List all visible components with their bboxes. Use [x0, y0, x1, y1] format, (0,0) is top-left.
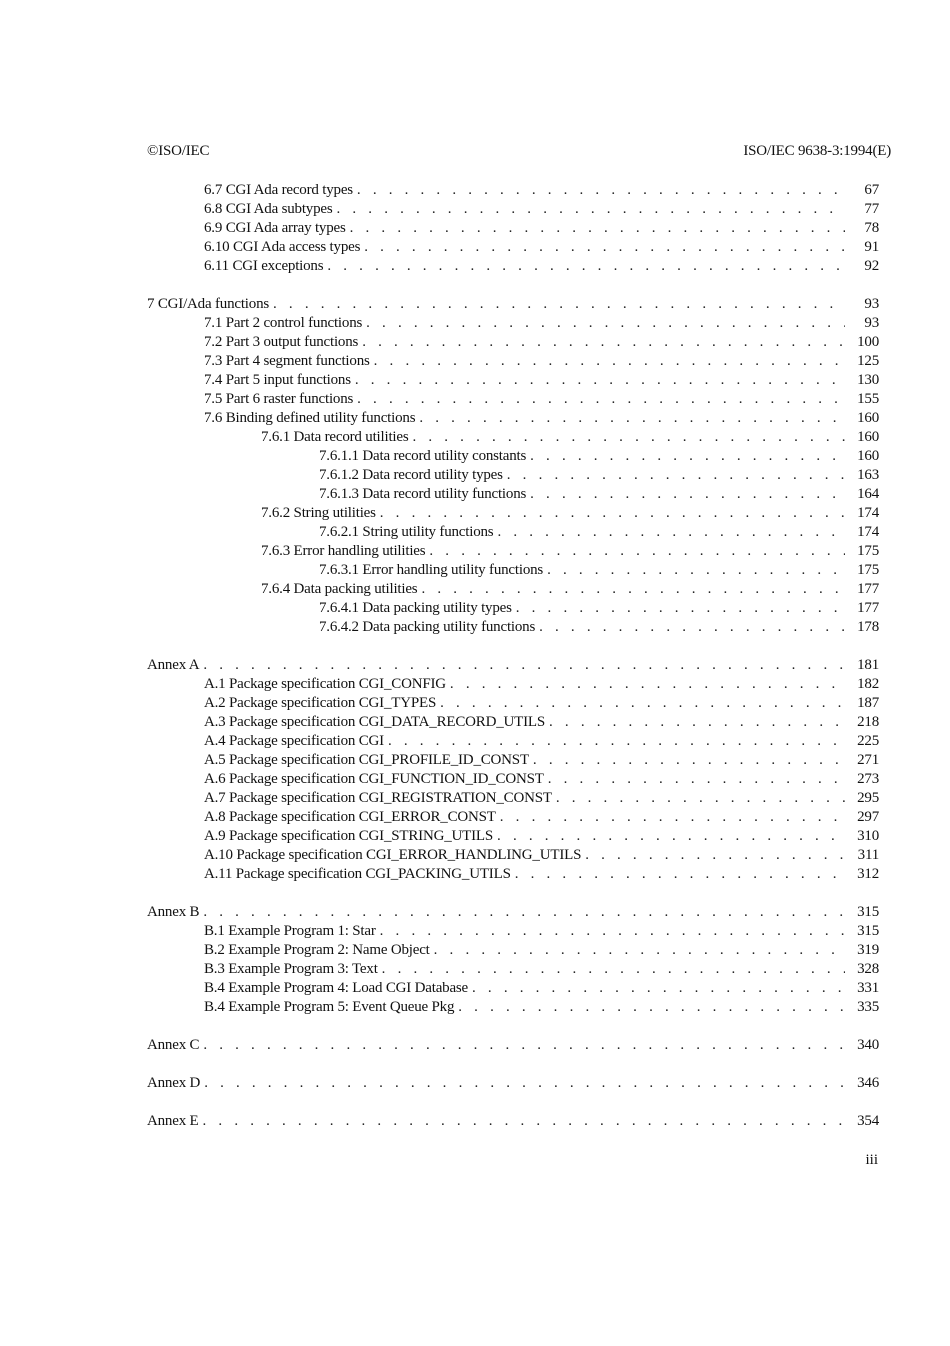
toc-entry-page: 78	[864, 220, 879, 236]
toc-entry[interactable]	[147, 1112, 879, 1131]
toc-entry[interactable]	[147, 580, 879, 599]
toc-entry-page: 297	[857, 809, 879, 825]
leader-dots	[362, 333, 845, 352]
leader-dots	[539, 618, 845, 637]
leader-dots	[440, 694, 845, 713]
toc-entry-title: A.7 Package specification CGI_REGISTRATION_CONST	[204, 790, 552, 806]
toc-entry-title: A.5 Package specification CGI_PROFILE_ID_CONST	[204, 752, 529, 768]
leader-dots	[374, 352, 845, 371]
toc-entry-page: 130	[857, 372, 879, 388]
toc-entry-title: B.4 Example Program 5: Event Queue Pkg	[204, 999, 455, 1015]
toc-entry-page: 178	[857, 619, 879, 635]
leader-dots	[434, 941, 845, 960]
leader-dots	[472, 979, 845, 998]
toc-entry-page: 92	[864, 258, 879, 274]
toc-entry[interactable]	[147, 352, 879, 371]
toc-entry-title: 7 CGI/Ada functions	[147, 296, 270, 312]
toc-entry[interactable]	[147, 466, 879, 485]
leader-dots	[273, 295, 845, 314]
toc-entry[interactable]	[147, 732, 879, 751]
toc-entry[interactable]	[147, 846, 879, 865]
toc-entry[interactable]	[147, 523, 879, 542]
leader-dots	[355, 371, 845, 390]
toc-entry-title: 6.8 CGI Ada subtypes	[204, 201, 333, 217]
toc-entry-title: 7.4 Part 5 input functions	[204, 372, 351, 388]
toc-entry-page: 174	[857, 524, 879, 540]
toc-entry-page: 160	[857, 448, 879, 464]
toc-entry-page: 315	[857, 904, 879, 920]
toc-entry[interactable]	[147, 390, 879, 409]
toc-entry-page: 160	[857, 429, 879, 445]
toc-entry-page: 310	[857, 828, 879, 844]
leader-dots	[421, 580, 845, 599]
leader-dots	[507, 466, 845, 485]
toc-entry-page: 331	[857, 980, 879, 996]
leader-dots	[530, 447, 845, 466]
toc-entry-page: 315	[857, 923, 879, 939]
leader-dots	[549, 713, 845, 732]
leader-dots	[203, 656, 845, 675]
toc-entry-page: 181	[857, 657, 879, 673]
leader-dots	[364, 238, 845, 257]
leader-dots	[556, 789, 845, 808]
toc-entry-page: 346	[857, 1075, 879, 1091]
leader-dots	[515, 865, 845, 884]
header-right: ISO/IEC 9638-3:1994(E)	[743, 143, 891, 159]
toc-entry-page: 175	[857, 562, 879, 578]
toc-entry[interactable]	[147, 865, 879, 884]
leader-dots	[530, 485, 845, 504]
toc-entry-title: Annex C	[147, 1037, 200, 1053]
table-of-contents	[147, 181, 879, 1131]
toc-entry-title: A.1 Package specification CGI_CONFIG	[204, 676, 446, 692]
toc-entry[interactable]	[147, 922, 879, 941]
toc-entry[interactable]	[147, 979, 879, 998]
toc-entry-title: 7.6.2.1 String utility functions	[319, 524, 494, 540]
toc-entry-page: 67	[864, 182, 879, 198]
toc-entry-title: 7.6 Binding defined utility functions	[204, 410, 416, 426]
toc-entry-title: A.10 Package specification CGI_ERROR_HANDLING_UTILS	[204, 847, 582, 863]
toc-entry-title: 7.6.4.1 Data packing utility types	[319, 600, 512, 616]
toc-entry-title: 7.6.1 Data record utilities	[261, 429, 409, 445]
toc-entry[interactable]	[147, 371, 879, 390]
leader-dots	[380, 504, 845, 523]
toc-entry-page: 91	[864, 239, 879, 255]
leader-dots	[450, 675, 845, 694]
toc-entry-page: 100	[857, 334, 879, 350]
toc-entry-title: A.11 Package specification CGI_PACKING_UTILS	[204, 866, 511, 882]
leader-dots	[380, 922, 845, 941]
toc-entry-page: 163	[857, 467, 879, 483]
toc-entry[interactable]	[147, 998, 879, 1017]
toc-entry-title: 7.6.3 Error handling utilities	[261, 543, 426, 559]
toc-entry-page: 312	[857, 866, 879, 882]
toc-entry-page: 155	[857, 391, 879, 407]
toc-entry-page: 328	[857, 961, 879, 977]
toc-entry[interactable]	[147, 808, 879, 827]
toc-entry-title: B.4 Example Program 4: Load CGI Database	[204, 980, 469, 996]
toc-entry[interactable]	[147, 333, 879, 352]
toc-entry-title: 7.6.1.3 Data record utility functions	[319, 486, 527, 502]
toc-entry-page: 93	[864, 296, 879, 312]
leader-dots	[203, 1036, 845, 1055]
toc-entry-title: 7.6.2 String utilities	[261, 505, 376, 521]
toc-entry-page: 177	[857, 600, 879, 616]
toc-entry-page: 160	[857, 410, 879, 426]
toc-entry-title: 7.6.4.2 Data packing utility functions	[319, 619, 536, 635]
toc-entry[interactable]	[147, 751, 879, 770]
toc-entry[interactable]	[147, 504, 879, 523]
toc-entry-title: Annex E	[147, 1113, 199, 1129]
toc-entry-page: 177	[857, 581, 879, 597]
toc-entry[interactable]	[147, 656, 879, 675]
toc-entry-page: 174	[857, 505, 879, 521]
toc-entry-page: 319	[857, 942, 879, 958]
toc-entry[interactable]	[147, 295, 879, 314]
header-left: ©ISO/IEC	[147, 143, 210, 159]
toc-entry-title: A.8 Package specification CGI_ERROR_CONST	[204, 809, 496, 825]
toc-entry[interactable]	[147, 618, 879, 637]
toc-entry[interactable]	[147, 561, 879, 580]
toc-entry-page: 271	[857, 752, 879, 768]
toc-entry[interactable]	[147, 200, 879, 219]
leader-dots	[204, 1074, 845, 1093]
toc-entry[interactable]	[147, 428, 879, 447]
toc-entry-page: 164	[857, 486, 879, 502]
toc-entry-title: A.3 Package specification CGI_DATA_RECORD_UTILS	[204, 714, 546, 730]
leader-dots	[357, 390, 845, 409]
toc-entry-page: 340	[857, 1037, 879, 1053]
toc-entry-page: 295	[857, 790, 879, 806]
toc-entry[interactable]	[147, 599, 879, 618]
toc-entry-page: 225	[857, 733, 879, 749]
toc-entry[interactable]	[147, 181, 879, 200]
toc-entry[interactable]	[147, 257, 879, 276]
toc-entry[interactable]	[147, 409, 879, 428]
toc-entry[interactable]	[147, 447, 879, 466]
leader-dots	[382, 960, 845, 979]
toc-entry[interactable]	[147, 770, 879, 789]
toc-entry-title: Annex B	[147, 904, 200, 920]
toc-entry-page: 182	[857, 676, 879, 692]
toc-entry-title: 7.6.1.1 Data record utility constants	[319, 448, 527, 464]
toc-entry-title: 7.6.3.1 Error handling utility functions	[319, 562, 544, 578]
toc-entry-title: 6.11 CGI exceptions	[204, 258, 324, 274]
leader-dots	[497, 523, 845, 542]
toc-entry-title: Annex D	[147, 1075, 201, 1091]
toc-entry[interactable]	[147, 789, 879, 808]
toc-entry-page: 273	[857, 771, 879, 787]
toc-entry-title: 7.6.4 Data packing utilities	[261, 581, 418, 597]
toc-entry[interactable]	[147, 1036, 879, 1055]
toc-entry-title: 7.2 Part 3 output functions	[204, 334, 359, 350]
toc-entry-title: 7.6.1.2 Data record utility types	[319, 467, 503, 483]
toc-entry[interactable]	[147, 485, 879, 504]
toc-entry[interactable]	[147, 713, 879, 732]
leader-dots	[497, 827, 845, 846]
toc-entry[interactable]	[147, 960, 879, 979]
toc-entry-title: B.1 Example Program 1: Star	[204, 923, 376, 939]
toc-entry[interactable]	[147, 219, 879, 238]
leader-dots	[419, 409, 845, 428]
toc-entry[interactable]	[147, 542, 879, 561]
leader-dots	[337, 200, 846, 219]
toc-entry-page: 77	[864, 201, 879, 217]
toc-entry-title: B.2 Example Program 2: Name Object	[204, 942, 430, 958]
toc-entry-page: 311	[857, 847, 879, 863]
toc-entry-page: 93	[864, 315, 879, 331]
toc-entry-title: 7.3 Part 4 segment functions	[204, 353, 370, 369]
leader-dots	[327, 257, 845, 276]
leader-dots	[350, 219, 845, 238]
toc-entry-title: 7.1 Part 2 control functions	[204, 315, 363, 331]
leader-dots	[547, 561, 845, 580]
toc-entry[interactable]	[147, 941, 879, 960]
toc-entry-title: 6.7 CGI Ada record types	[204, 182, 353, 198]
toc-entry[interactable]	[147, 314, 879, 333]
leader-dots	[429, 542, 845, 561]
toc-entry-page: 175	[857, 543, 879, 559]
toc-entry-page: 125	[857, 353, 879, 369]
leader-dots	[388, 732, 845, 751]
toc-entry-page: 218	[857, 714, 879, 730]
toc-entry-title: A.2 Package specification CGI_TYPES	[204, 695, 437, 711]
leader-dots	[516, 599, 845, 618]
toc-entry-page: 335	[857, 999, 879, 1015]
toc-entry-title: B.3 Example Program 3: Text	[204, 961, 378, 977]
toc-entry[interactable]	[147, 827, 879, 846]
leader-dots	[357, 181, 845, 200]
leader-dots	[412, 428, 845, 447]
toc-entry-title: Annex A	[147, 657, 200, 673]
toc-entry-page: 354	[857, 1113, 879, 1129]
toc-entry-title: 6.10 CGI Ada access types	[204, 239, 361, 255]
toc-entry-page: 187	[857, 695, 879, 711]
leader-dots	[203, 1112, 845, 1131]
toc-entry-title: A.6 Package specification CGI_FUNCTION_ID_CONST	[204, 771, 544, 787]
leader-dots	[533, 751, 845, 770]
leader-dots	[203, 903, 845, 922]
page-number: iii	[865, 1152, 878, 1168]
toc-entry[interactable]	[147, 694, 879, 713]
leader-dots	[458, 998, 845, 1017]
toc-entry[interactable]	[147, 1074, 879, 1093]
toc-entry[interactable]	[147, 238, 879, 257]
toc-entry[interactable]	[147, 675, 879, 694]
leader-dots	[366, 314, 845, 333]
toc-entry-title: 6.9 CGI Ada array types	[204, 220, 346, 236]
toc-entry-title: A.4 Package specification CGI	[204, 733, 384, 749]
toc-entry[interactable]	[147, 903, 879, 922]
leader-dots	[500, 808, 845, 827]
toc-entry-title: 7.5 Part 6 raster functions	[204, 391, 354, 407]
toc-entry-title: A.9 Package specification CGI_STRING_UTILS	[204, 828, 494, 844]
leader-dots	[548, 770, 845, 789]
leader-dots	[585, 846, 845, 865]
